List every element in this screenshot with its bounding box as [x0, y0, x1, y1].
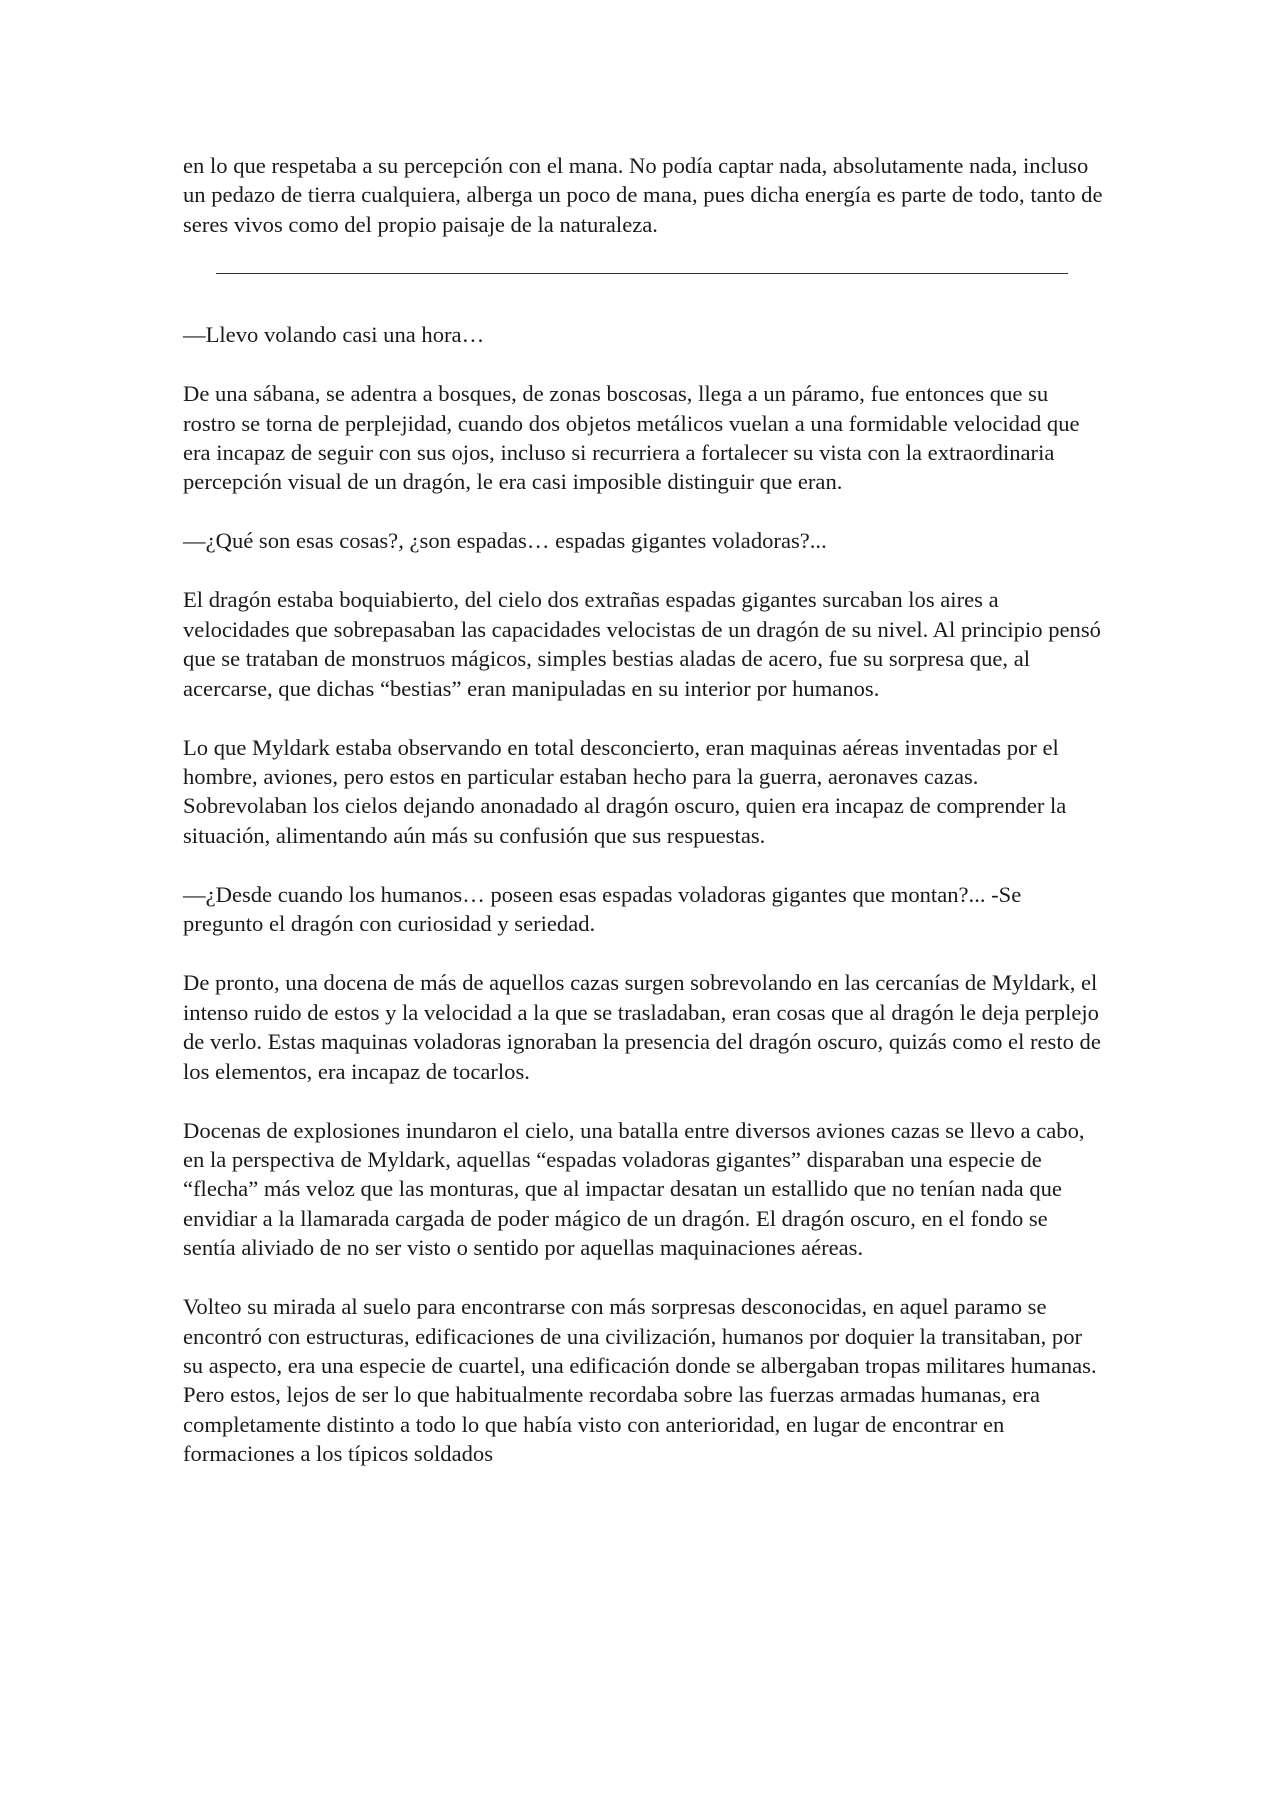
paragraph-mana-perception: en lo que respetaba a su percepción con el mana. No podía captar nada, absolutamente nada, incluso un pedazo de tierra cualquiera, alberga un poco de mana, pues dicha energía es parte de todo, tanto de seres vivos como del propio paisaje de la naturaleza. [183, 153, 1103, 237]
paragraph-ground-structures: Volteo su mirada al suelo para encontrarse con más sorpresas desconocidas, en aquel paramo se encontró con estructuras, edificaciones de una civilización, humanos por doquier la transitaban, por su aspecto, era una especie de cuartel, una edificación donde se albergaban tropas militares humanas. Pero estos, lejos de ser lo que habitualmente recordaba sobre las fuerzas armadas humanas, era completamente distinto a todo lo que había visto con anterioridad, en lugar de encontrar en formaciones a los típicos soldados [183, 1294, 1097, 1467]
paragraph-dragon-amazed: El dragón estaba boquiabierto, del cielo dos extrañas espadas gigantes surcaban los aires a velocidades que sobrepasaban las capacidades velocistas de un dragón de su nivel. Al principio pensó que se trataban de monstruos mágicos, simples bestias aladas de acero, fue su sorpresa que, al acercarse, que dichas “bestias” eran manipuladas en su interior por humanos. [183, 587, 1101, 701]
paragraph-aircraft: Lo que Myldark estaba observando en total desconcierto, eran maquinas aéreas inventadas por el hombre, aviones, pero estos en particular estaban hecho para la guerra, aeronaves cazas. Sobrevolaban los cielos dejando anonadado al dragón oscuro, quien era incapaz de comprender la situación, alimentando aún más su confusión que sus respuestas. [183, 734, 1067, 848]
paragraph-dialogue-swords: —¿Qué son esas cosas?, ¿son espadas… espadas gigantes voladoras?... [183, 528, 827, 554]
section-divider [216, 273, 1068, 274]
paragraph-dialogue-flying: —Llevo volando casi una hora… [183, 322, 485, 348]
paragraph-explosions: Docenas de explosiones inundaron el cielo, una batalla entre diversos aviones cazas se llevo a cabo, en la perspectiva de Myldark, aquellas “espadas voladoras gigantes” disparaban una especie de “flecha” más veloz que las monturas, que al impactar desatan un estallido que no tenían nada que envidiar a la llamarada cargada de poder mágico de un dragón. El dragón oscuro, en el fondo se sentía aliviado de no ser visto o sentido por aquellas maquinaciones aéreas. [183, 1117, 1085, 1261]
paragraph-dozen-fighters: De pronto, una docena de más de aquellos cazas surgen sobrevolando en las cercanías de Myldark, el intenso ruido de estos y la velocidad a la que se trasladaban, eran cosas que al dragón le deja perplejo de verlo. Estas maquinas voladoras ignoraban la presencia del dragón oscuro, quizás como el resto de los elementos, era incapaz de tocarlos. [183, 970, 1101, 1084]
paragraph-dialogue-humans: —¿Desde cuando los humanos… poseen esas espadas voladoras gigantes que montan?... -Se pregunto el dragón con curiosidad y seriedad. [183, 881, 1022, 937]
paragraph-landscape: De una sábana, se adentra a bosques, de zonas boscosas, llega a un páramo, fue entonces que su rostro se torna de perplejidad, cuando dos objetos metálicos vuelan a una formidable velocidad que era incapaz de seguir con sus ojos, incluso si recurriera a fortalecer su vista con la extraordinaria percepción visual de un dragón, le era casi imposible distinguir que eran. [183, 381, 1080, 495]
document-page [183, 151, 1103, 1498]
